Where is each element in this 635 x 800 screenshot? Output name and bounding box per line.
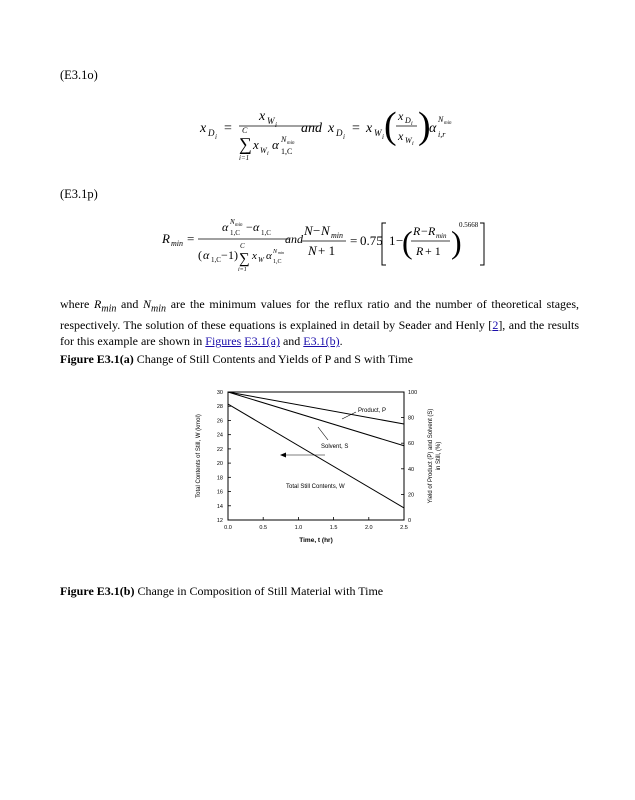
y-right-tick-label: 80 (408, 415, 415, 422)
eq2-den2-plus: + 1 (318, 243, 336, 258)
eq2-coef: 0.75 (360, 233, 383, 248)
eq2-Rminus: − (421, 224, 428, 238)
eq2-num-alpha1: α (222, 220, 229, 234)
eq2-N2: N (321, 223, 330, 238)
y-right-tick-label: 0 (408, 518, 412, 524)
para-N: N (143, 297, 152, 311)
figure-e31a-link[interactable]: E3.1(a) (244, 334, 280, 349)
eq1-p-num-i: i (411, 121, 413, 127)
eq2-den-sub: 1,C (211, 256, 221, 264)
eq2-den3-R: R (416, 244, 424, 258)
y-left-tick-label: 22 (216, 446, 223, 453)
eq1-equals: = (224, 121, 232, 136)
y-right-axis-label-2: in Still, (%) (436, 441, 442, 471)
eq2-bracket-right (480, 223, 484, 265)
para-N-min: min (151, 303, 167, 315)
eq1-r-alpha: α (429, 121, 437, 136)
eq1-r-Wi: i (382, 133, 384, 141)
eq2-R2: R (428, 224, 436, 238)
eq1-r-xw: x (366, 121, 373, 136)
equation-e31o (195, 98, 455, 168)
eq2-den-sigma: ∑ (239, 251, 250, 267)
y-right-tick-label: 20 (408, 492, 415, 499)
figure-b-caption-text: Change in Composition of Still Material with Time (134, 584, 384, 598)
eq2-den-paren-open: ( (198, 248, 202, 262)
x-tick-label: 1.0 (294, 525, 303, 531)
eq1-x: x (200, 121, 207, 136)
body-paragraph (60, 296, 579, 349)
y-right-tick-label: 60 (408, 441, 415, 448)
eq1-den-i: i (267, 151, 269, 157)
eq1-and: and (301, 121, 322, 136)
eq1-r-x: x (328, 121, 335, 136)
x-tick-label: 0.5 (259, 525, 268, 531)
eq1-den-sup-min: min (287, 141, 295, 146)
eq1-sub-i: i (215, 133, 217, 141)
eq2-den-sub2: 1,C (273, 259, 282, 265)
figure-a-chart (190, 385, 450, 555)
eq1-sum-top: C (242, 126, 248, 135)
para-text-2: and (116, 297, 144, 311)
eq2-num-alpha2: α (253, 220, 260, 234)
eq2-den-sum-top: C (240, 242, 245, 250)
x-axis-ticks (224, 517, 408, 531)
x-tick-label: 0.0 (224, 525, 232, 531)
y-right-tick-label: 100 (408, 390, 418, 396)
eq2-and: and (285, 232, 303, 246)
eq2-den2-N: N (308, 243, 317, 258)
y-left-tick-label: 16 (216, 489, 223, 496)
eq1-den-alpha: α (272, 137, 279, 152)
eq2-N1: N (304, 223, 313, 238)
eq1-sigma: ∑ (239, 134, 252, 154)
equation-label-e31o: (E3.1o) (60, 68, 98, 82)
eq1-paren-right: ) (418, 105, 431, 147)
eq1-p-num-D: D (405, 116, 411, 125)
eq2-minus2: − (396, 233, 404, 248)
figure-b-caption (60, 584, 383, 599)
x-tick-label: 2.0 (364, 525, 373, 531)
eq1-den-sup-N: N (281, 135, 287, 144)
figure-a-caption-text: Change of Still Contents and Yields of P and S with Time (133, 352, 413, 366)
eq1-sub-D: D (208, 128, 215, 138)
eq2-num-sub2: 1,C (261, 229, 271, 237)
para-text-3: are the minimum values for the reflux ratio and the number of theoretical stages, respectively. The solution of these equations is explained in detail by Seader and Henly [ (60, 297, 580, 333)
eq1-p-den-W: W (405, 136, 412, 145)
x-tick-label: 2.5 (400, 525, 408, 531)
y-left-axis-ticks (217, 390, 231, 524)
eq2-equals2: = (350, 233, 358, 248)
eq2-den-sup-min: min (278, 250, 284, 255)
eq2-paren-left: ( (402, 224, 413, 260)
y-left-tick-label: 24 (216, 432, 223, 439)
eq1-den-x: x (253, 137, 259, 152)
eq2-R: R (162, 231, 170, 246)
eq2-den-x: x (252, 250, 257, 262)
eq1-p-den-x: x (398, 129, 404, 143)
eq2-num-sub1: 1,C (230, 229, 240, 237)
figure-a-caption (60, 352, 413, 367)
eq2-one: 1 (389, 233, 396, 248)
y-left-tick-label: 12 (216, 518, 223, 524)
eq2-num-minus: − (246, 220, 253, 234)
eq2-den-minus: − (221, 248, 228, 262)
product-label: Product, P (358, 408, 387, 414)
para-R-min: min (101, 303, 117, 315)
figures-link[interactable]: Figures (205, 334, 242, 349)
eq1-sum-bottom: i=1 (239, 154, 250, 162)
figure-b-caption-label: Figure E3.1(b) (60, 584, 135, 598)
eq1-r-i: i (343, 133, 345, 141)
eq1-r-W: W (374, 128, 382, 138)
eq1-num-i: i (275, 121, 277, 129)
eq2-equals: = (187, 231, 195, 246)
eq2-Nmin: min (331, 231, 343, 240)
y-right-tick-label: 40 (408, 466, 415, 473)
eq2-num-sup-N: N (230, 218, 235, 226)
y-left-tick-label: 14 (216, 503, 223, 510)
eq2-den3-plus: + 1 (425, 244, 441, 258)
para-text-5: and (279, 334, 304, 349)
para-text-4: ], and the results for this example are shown in (60, 318, 580, 349)
eq2-R1: R (413, 224, 421, 238)
y-left-tick-label: 28 (216, 404, 223, 411)
eq1-num-x: x (259, 109, 266, 124)
eq2-den-sup-N: N (273, 249, 278, 255)
x-axis-label: Time, t (hr) (299, 537, 333, 544)
eq1-r-sup-N: N (438, 115, 444, 124)
eq1-p-den-i: i (412, 141, 414, 147)
eq1-p-num-x: x (398, 109, 404, 123)
y-left-tick-label: 18 (216, 475, 223, 482)
y-left-tick-label: 30 (216, 390, 223, 396)
eq2-paren-right: ) (451, 224, 462, 260)
y-left-axis-label: Total Contents of Still, W (kmol) (196, 414, 202, 498)
equation-e31p (160, 215, 490, 275)
eq2-den-paren-close: ) (234, 248, 238, 262)
y-right-axis-ticks (401, 390, 417, 524)
eq2-num-sup-min: min (235, 223, 243, 228)
arrow-left-head (280, 453, 286, 458)
para-text-1: where (60, 297, 94, 311)
solvent-label-leader (318, 427, 328, 440)
eq2-den-alpha2: α (266, 250, 272, 262)
eq1-den-W: W (260, 146, 267, 155)
figure-a-caption-label: Figure E3.1(a) (60, 352, 134, 366)
eq2-den-W: W (258, 256, 264, 264)
y-left-tick-label: 20 (216, 461, 223, 468)
eq2-den-sum-bottom: i=1 (238, 267, 247, 273)
eq2-R-min: min (171, 239, 183, 248)
eq1-r-sub-ir: i,r (438, 130, 446, 139)
para-R: R (94, 297, 102, 311)
para-text-6: . (339, 334, 343, 349)
y-right-axis-label-1: Yield of Product (P) and Solvent (S) (428, 408, 434, 504)
figure-e31b-link[interactable]: E3.1(b) (303, 334, 340, 349)
eq1-num-W: W (267, 116, 275, 126)
reference-link-2[interactable]: 2 (492, 318, 499, 333)
eq1-r-equals: = (352, 121, 360, 136)
eq2-exponent: 0.5668 (459, 221, 479, 229)
eq2-den-one: 1 (228, 248, 234, 262)
solvent-label: Solvent, S (321, 444, 349, 450)
eq1-r-sup-min: min (444, 121, 452, 126)
equation-label-e31p: (E3.1p) (60, 187, 98, 201)
eq1-r-D: D (336, 128, 343, 138)
total-contents-label: Total Still Contents, W (286, 484, 345, 490)
eq2-minus: − (313, 223, 321, 238)
eq1-den-sub-1C: 1,C (281, 147, 293, 156)
eq2-den-alpha: α (203, 248, 210, 262)
y-left-tick-label: 26 (216, 418, 223, 425)
eq1-paren-left: ( (384, 105, 397, 147)
x-tick-label: 1.5 (329, 525, 338, 531)
eq2-Rmin: min (436, 232, 447, 240)
